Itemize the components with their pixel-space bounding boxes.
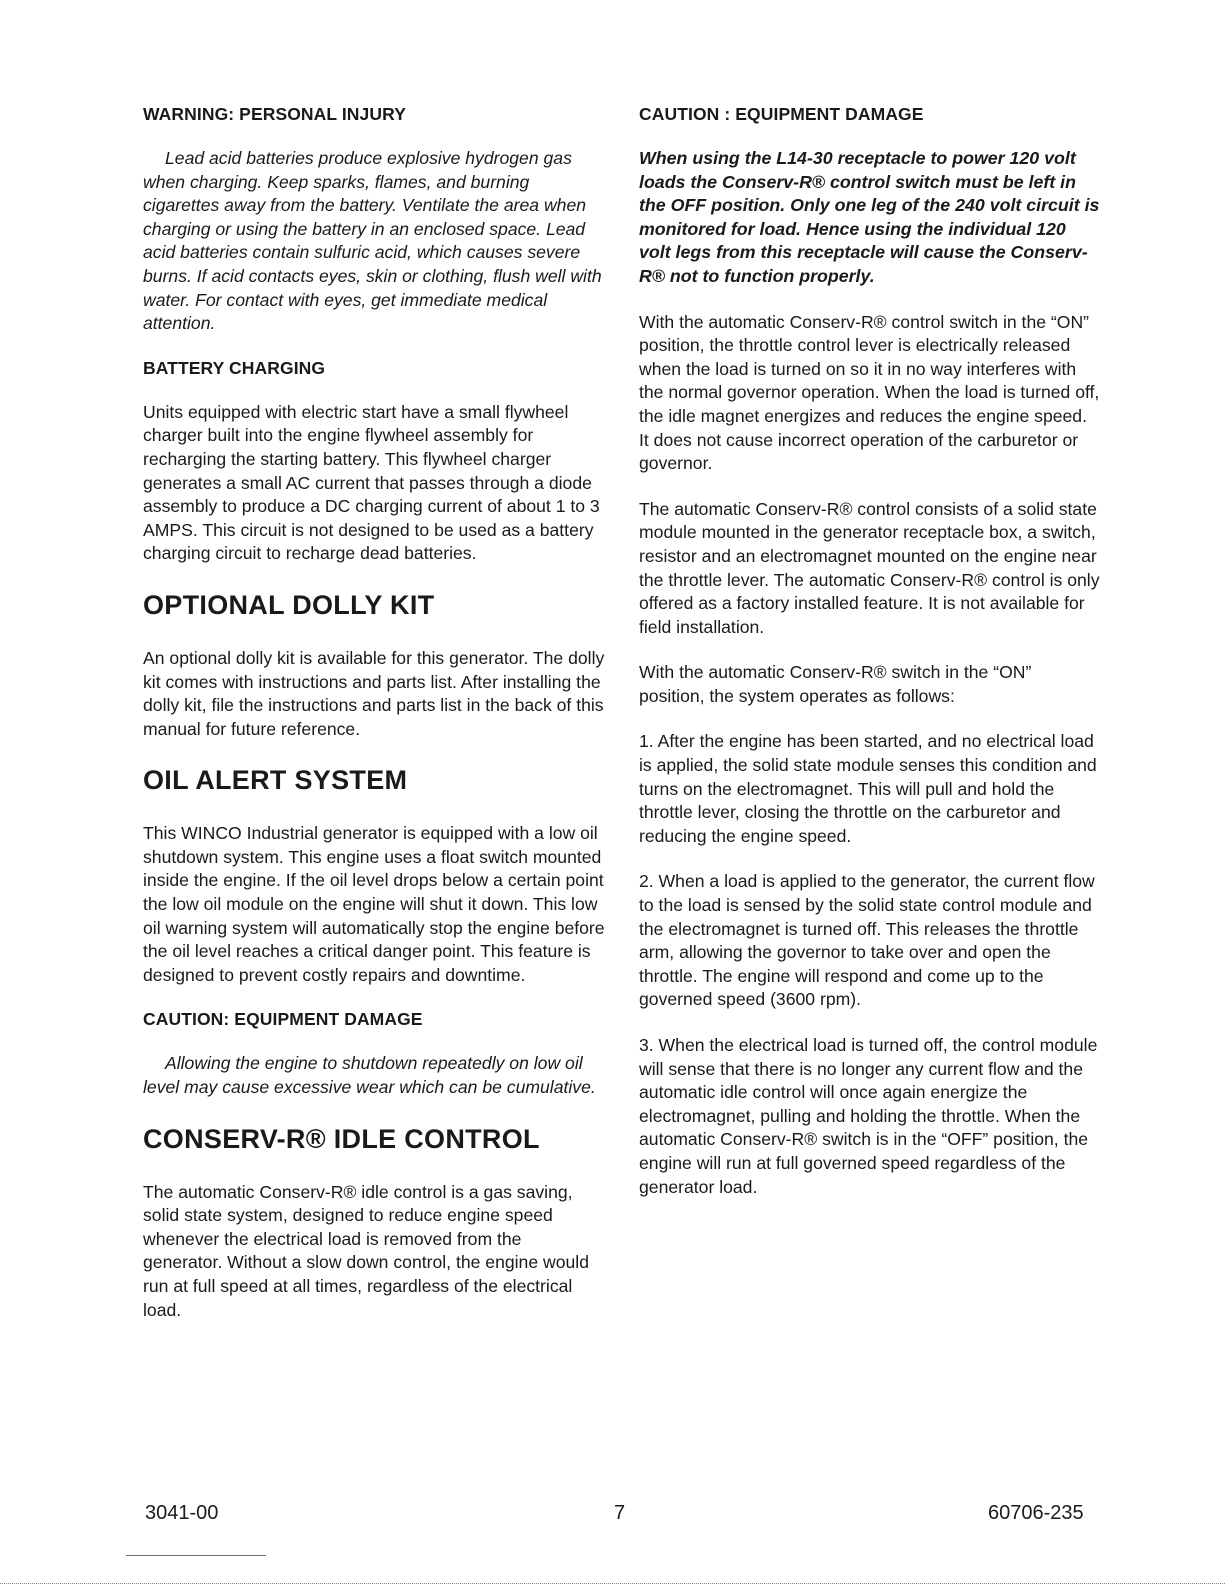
warning-label: WARNING: PERSONAL INJURY <box>143 104 406 124</box>
caution-text-right: When using the L14-30 receptacle to power 120 volt loads the Conserv-R® control switch must be left in the OFF position. Only one leg of the 240 volt circuit is monitored for load. Hence using the individual 120 volt legs from this receptacle will cause the Conserv-R® not to function properly. <box>639 148 1100 286</box>
battery-charging-text: Units equipped with electric start have a small flywheel charger built into the engine flywheel assembly for recharging the starting battery. This flywheel charger generates a small AC current that passes through a diode assembly to produce a DC charging current of about 1 to 3 AMPS. This circuit is not designed to be used as a battery charging circuit to recharge dead batteries. <box>143 401 600 564</box>
dolly-kit-text: An optional dolly kit is available for this generator. The dolly kit comes with instructions and parts list. After installing the dolly kit, file the instructions and parts list in the back of this manual for future reference. <box>143 647 605 739</box>
oil-alert-heading: OIL ALERT SYSTEM <box>143 765 408 796</box>
right-column <box>639 104 1101 1221</box>
battery-charging-label: BATTERY CHARGING <box>143 357 326 378</box>
operation-step-2: 2. When a load is applied to the generator, the current flow to the load is sensed by the solid state control module and the electromagnet is turned off. This releases the throttle arm, allowing the governor to take over and open the throttle. The engine will respond and come up to the governed speed (3600 rpm). <box>639 871 1095 1010</box>
footer-part-number: 60706-235 <box>988 1502 1084 1524</box>
operation-step-3: 3. When the electrical load is turned off, the control module will sense that there is no longer any current flow and the automatic idle control will once again energize the electromagnet, pulling and holding the throttle. When the automatic Conserv-R® switch is in the “OFF” position, the engine will run at full governed speed regardless of the generator load. <box>639 1035 1098 1197</box>
caution-label: CAUTION: EQUIPMENT DAMAGE <box>143 1009 423 1030</box>
oil-alert-text: This WINCO Industrial generator is equipped with a low oil shutdown system. This engine uses a float switch mounted inside the engine. If the oil level drops below a certain point the low oil module on the engine will shut it down. This low oil warning system will automatically stop the engine before the oil level reaches a critical danger point. This feature is designed to prevent costly repairs and downtime. <box>143 823 605 985</box>
conserv-paragraph-3: With the automatic Conserv-R® switch in the “ON” position, the system operates as follows: <box>639 662 1032 706</box>
caution-text: Allowing the engine to shutdown repeatedly on low oil level may cause excessive wear which can be cumulative. <box>143 1053 596 1098</box>
conserv-heading: CONSERV-R® IDLE CONTROL <box>143 1123 540 1154</box>
footer-link-underline <box>126 1555 266 1556</box>
conserv-text: The automatic Conserv-R® idle control is a gas saving, solid state system, designed to reduce engine speed whenever the electrical load is removed from the generator. Without a slow down control, the engine would run at full speed at all times, regardless of the electrical load. <box>143 1181 589 1320</box>
caution-label-right: CAUTION : EQUIPMENT DAMAGE <box>639 104 924 124</box>
conserv-paragraph-2: The automatic Conserv-R® control consists of a solid state module mounted in the generator receptacle box, a switch, resistor and an electromagnet mounted on the engine near the throttle lever. The automatic Conserv-R® control is only offered as a factory installed feature. It is not available for field installation. <box>639 498 1100 637</box>
warning-text: Lead acid batteries produce explosive hydrogen gas when charging. Keep sparks, flames, and burning cigarettes away from the battery. Ventilate the area when charging or using the battery in an enclosed space. Lead acid batteries contain sulfuric acid, which causes severe burns. If acid contacts eyes, skin or clothing, flush well with water. For contact with eyes, get immediate medical attention. <box>143 148 602 334</box>
page-bottom-rule <box>0 1583 1225 1584</box>
conserv-paragraph-1: With the automatic Conserv-R® control switch in the “ON” position, the throttle control lever is electrically released when the load is turned on so it in no way interferes with the normal governor operation. When the load is turned off, the idle magnet energizes and reduces the engine speed. It does not cause incorrect operation of the carburetor or governor. <box>639 311 1100 474</box>
operation-step-1: 1. After the engine has been started, and no electrical load is applied, the solid state module senses this condition and turns on the electromagnet. This will pull and hold the throttle lever, closing the throttle on the carburetor and reducing the engine speed. <box>639 731 1097 846</box>
left-column <box>143 104 605 1344</box>
footer-document-number: 3041-00 <box>145 1502 219 1524</box>
dolly-kit-heading: OPTIONAL DOLLY KIT <box>143 589 435 620</box>
footer-page-number: 7 <box>614 1502 626 1524</box>
